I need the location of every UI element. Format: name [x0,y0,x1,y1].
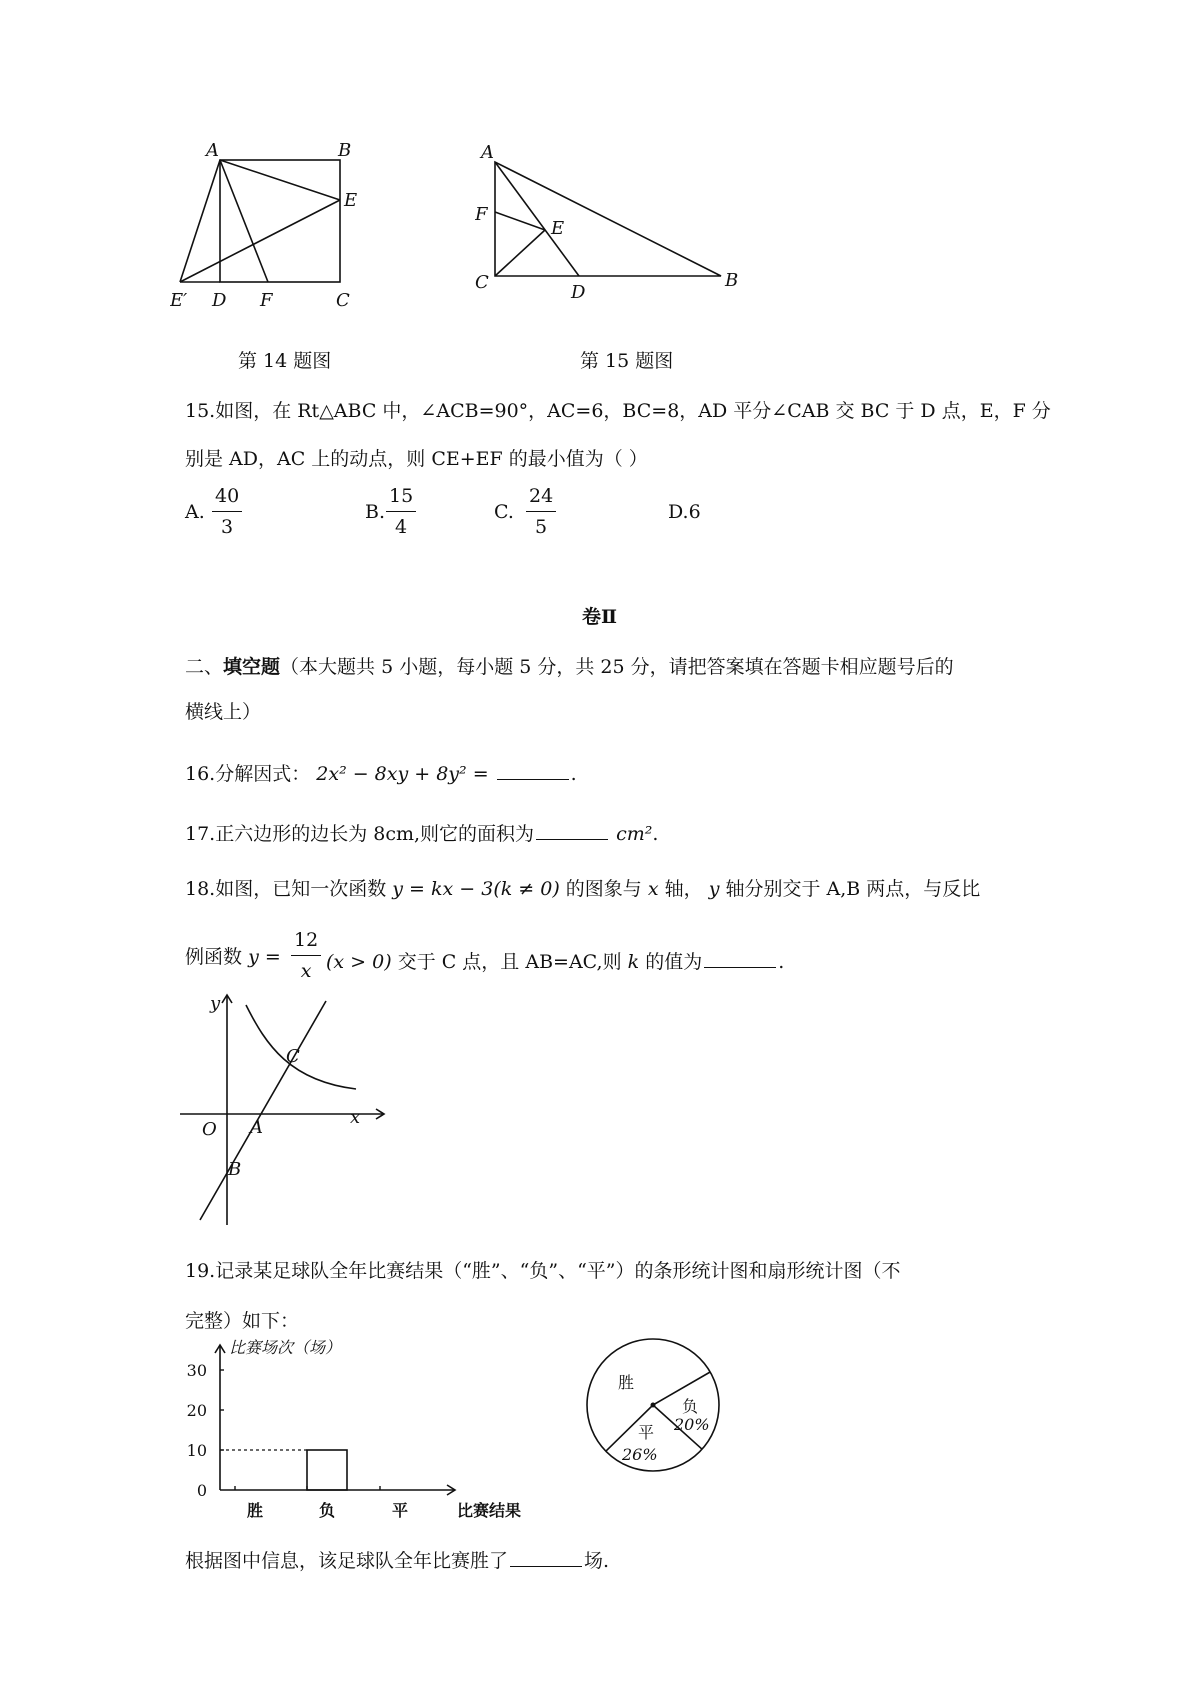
fraction-numerator: 24 [526,487,556,512]
q15-option-d: D.6 [668,501,701,523]
figure-14 [170,140,400,330]
q18-answer-blank[interactable] [704,948,776,968]
label-D: D [212,290,227,311]
q17-suffix: . [652,823,659,845]
pie-label-draw: 平 [638,1423,655,1442]
pie-label-win: 胜 [618,1373,635,1392]
segment-ce [495,230,545,276]
pie-label-loss: 负 [682,1397,699,1416]
label-C: C [475,272,489,293]
fraction-denominator: 4 [395,516,408,538]
q17-prefix: 17.正六边形的边长为 8cm,则它的面积为 [185,823,535,845]
q19-text: 根据图中信息，该足球队全年比赛胜了 [185,1550,509,1572]
figure-14-caption: 第 14 题图 [238,350,332,372]
q18-line1 [185,880,980,899]
q16-answer-blank[interactable] [497,760,569,780]
pie-center [651,1403,656,1408]
q18-text: 轴， [664,878,703,900]
bar-chart-x-label: 比赛结果 [457,1501,522,1520]
q18-text: 的值为 [645,951,703,973]
q17 [185,820,658,844]
label-B: B [228,1159,242,1180]
q15-line1: 15.如图，在 Rt△ABC 中，∠ACB=90°，AC=6，BC=8，AD 平分∠CAB 交 BC 于 D 点，E，F 分 [185,400,1051,422]
label-F: F [260,290,273,311]
section-heading-line2: 横线上） [185,701,262,723]
label-B: B [725,270,739,291]
fraction-numerator: 40 [212,487,242,512]
q19-text: 场. [584,1550,610,1572]
q18-var-k: k [627,951,640,973]
q18-linear-function: y = kx − 3(k ≠ 0) [392,878,560,900]
pie-value-loss: 20% [674,1415,710,1434]
label-O: O [202,1119,217,1140]
section-heading [185,658,954,677]
q19-conclusion [185,1547,609,1571]
label-A: A [250,1117,263,1138]
fraction-numerator: 15 [386,487,416,512]
label-A: A [206,140,219,161]
q16-prefix: 16.分解因式： [185,763,311,785]
q18-text: 例函数 [185,946,243,968]
q17-answer-blank[interactable] [536,820,608,840]
q18-text: 18.如图，已知一次函数 [185,878,387,900]
label-E: E [344,190,358,211]
segment-af [220,160,268,282]
fraction-denominator: 5 [535,516,548,538]
q15-option-a-label: A. [185,501,205,523]
label-y: y [210,993,221,1014]
bar-chart-y-label: 比赛场次（场） [229,1338,342,1357]
triangle-abc [495,162,721,276]
q16-expression: 2x² − 8xy + 8y² = [316,763,489,785]
label-C: C [336,290,350,311]
square-abcd [220,160,340,282]
bar-chart-category-label: 胜 [246,1501,264,1520]
label-E: E [551,218,565,239]
q18-line2-a [185,948,281,967]
bar-chart-bar [307,1450,347,1490]
label-F: F [475,204,488,225]
q18-line2-b [326,948,784,972]
q18-var-y: y = [248,946,281,968]
q15-option-c-fraction [526,487,556,537]
q16 [185,760,577,784]
q19-line2: 完整）如下： [185,1310,300,1332]
label-D: D [571,282,586,303]
q18-graph [170,985,400,1230]
pie-value-draw: 26% [622,1445,658,1464]
q18-text: . [778,951,785,973]
q18-var-x: x [647,878,659,900]
bar-chart-category-label: 平 [391,1501,409,1520]
bar-chart-y-tick: 30 [186,1361,207,1380]
hyperbola [246,1005,356,1089]
section-heading-bold: 填空题 [223,656,281,678]
figure-15 [475,140,755,330]
bar-chart-y-tick: 20 [186,1401,207,1420]
q15-option-c-label: C. [494,501,514,523]
q19-line1: 19.记录某足球队全年比赛结果（“胜”、“负”、“平”）的条形统计图和扇形统计图（不 [185,1260,901,1282]
label-E-prime: E′ [170,290,188,311]
label-x: x [350,1107,361,1128]
q15-option-b-label: B. [365,501,386,523]
q16-suffix: . [570,763,577,785]
figure-15-caption: 第 15 题图 [580,350,674,372]
label-C: C [286,1046,300,1067]
bar-chart-y-tick: 10 [186,1441,207,1460]
section-heading-prefix: 二、 [185,656,224,678]
pie-chart [578,1332,728,1482]
bar-chart-y-tick: 0 [196,1481,207,1500]
segment-ae [220,160,340,200]
section-title: 卷Ⅱ [582,606,618,628]
q18-text: 的图象与 [565,878,642,900]
q15-option-a-fraction [212,487,242,537]
q18-domain: (x > 0) [326,951,392,973]
q19-answer-blank[interactable] [510,1547,582,1567]
bar-chart [185,1335,545,1525]
label-A: A [481,142,494,163]
section-heading-rest: （本大题共 5 小题，每小题 5 分，共 25 分，请把答案填在答题卡相应题号后的 [280,656,954,678]
segment-e-prime-e [180,200,340,282]
fraction-denominator: x [300,960,312,982]
fraction-numerator: 12 [291,931,321,956]
fraction-denominator: 3 [221,516,234,538]
q18-fraction [291,931,321,981]
q15-option-b-fraction [386,487,416,537]
q18-var-y: y [708,878,720,900]
label-B: B [338,140,352,161]
q18-text: 轴分别交于 A,B 两点，与反比 [725,878,981,900]
segment-ad [495,162,579,276]
q18-text: 交于 C 点，且 AB=AC,则 [397,951,622,973]
q17-unit: cm² [616,823,653,845]
q15-line2: 别是 AD，AC 上的动点，则 CE+EF 的最小值为（ ） [185,448,648,470]
bar-chart-category-label: 负 [318,1501,336,1520]
